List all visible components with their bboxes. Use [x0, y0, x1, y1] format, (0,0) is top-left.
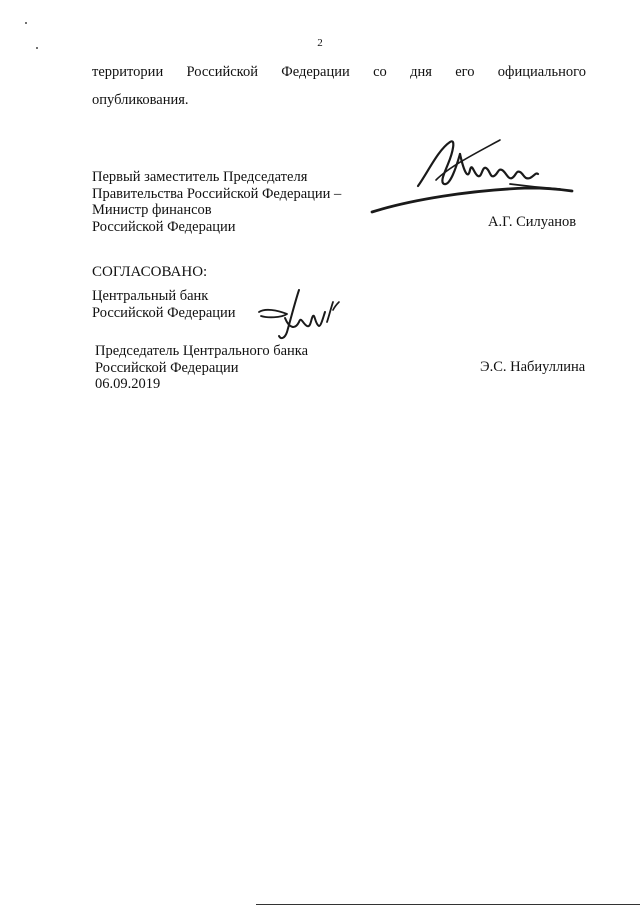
- page-number: 2: [317, 37, 323, 49]
- title-line: Министр финансов: [92, 202, 212, 218]
- organization-line: Российской Федерации: [92, 304, 236, 321]
- paragraph-line: опубликования.: [92, 92, 189, 108]
- approval-organization: [92, 288, 236, 321]
- signatory-name: А.Г. Силуанов: [488, 214, 577, 230]
- signature-date: 06.09.2019: [95, 376, 161, 392]
- title-line: Председатель Центрального банка: [95, 343, 309, 359]
- scan-speck: [25, 22, 27, 24]
- approval-heading: СОГЛАСОВАНО:: [92, 264, 208, 280]
- signatory-name: Э.С. Набиуллина: [480, 359, 586, 375]
- title-line: Первый заместитель Председателя: [92, 169, 308, 185]
- paragraph-line: территории Российской Федерации со дня его официального: [92, 64, 586, 80]
- title-line: Правительства Российской Федерации –: [92, 185, 342, 202]
- title-line: Российской Федерации: [92, 218, 236, 235]
- signatory-title: [92, 169, 341, 235]
- signature-siluanov: [360, 128, 580, 223]
- signatory-title: [95, 343, 308, 393]
- signature-nabiullina: [255, 288, 345, 343]
- title-line: Российской Федерации: [95, 359, 239, 376]
- organization-line: Центральный банк: [92, 288, 209, 304]
